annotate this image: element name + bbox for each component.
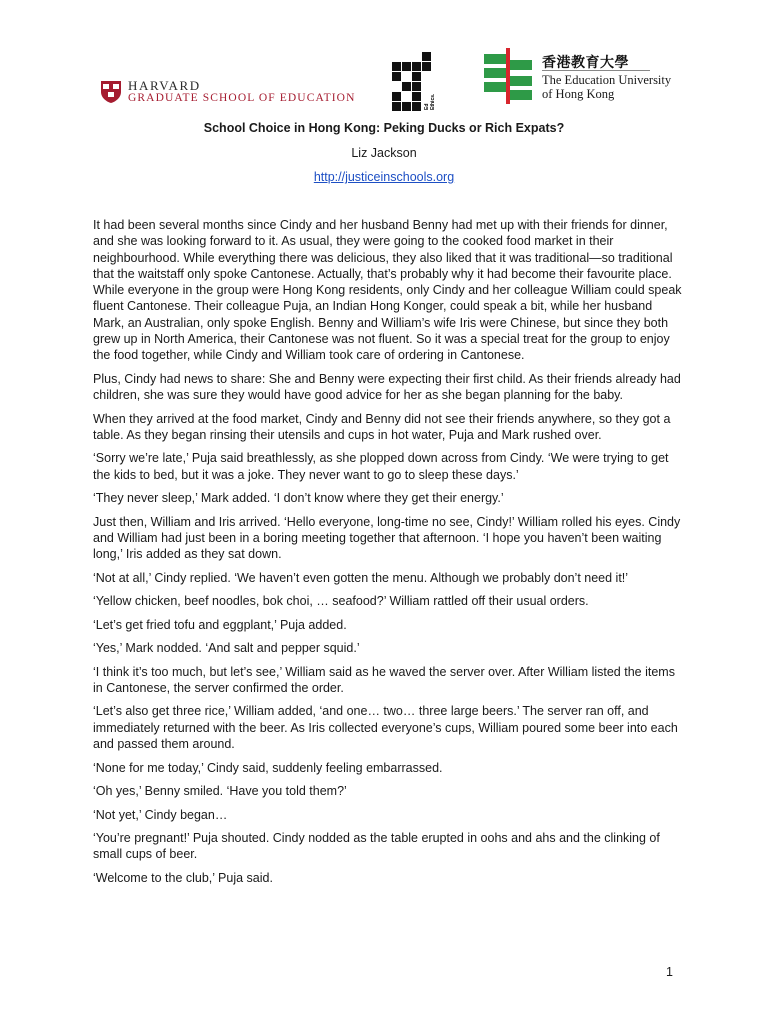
eduhk-chinese-name: 香港教育大學 — [542, 54, 629, 70]
page-number: 1 — [666, 965, 673, 979]
paragraph: ‘I think it’s too much, but let’s see,’ William said as he waved the server over. After William listed the items in Cantonese, the server confirmed the order. — [93, 664, 675, 695]
paragraph: ‘Oh yes,’ Benny smiled. ‘Have you told them?’ — [93, 784, 347, 799]
harvard-wordmark: HARVARD — [128, 78, 201, 93]
paragraph: ‘Sorry we’re late,’ Puja said breathlessly, as she plopped down across from Cindy. ‘We were trying to get the kids to bed, but it was a joke. They never want to go to sleep these days.’ — [93, 451, 669, 482]
website-link-container — [0, 170, 768, 184]
paragraph: ‘You’re pregnant!’ Puja shouted. Cindy nodded as the table erupted in oohs and ahs and the clinking of small cups of beer. — [93, 831, 660, 862]
paragraph: ‘Yes,’ Mark nodded. ‘And salt and pepper squid.’ — [93, 641, 360, 656]
website-link[interactable]: http://justiceinschools.org — [313, 170, 455, 184]
paragraph: When they arrived at the food market, Cindy and Benny did not see their friends anywhere, so they got a table. As they began rinsing their utensils and cups in hot water, Puja and Mark rushed over. — [93, 411, 671, 442]
eduhk-english-name-1: The Education University — [542, 73, 672, 87]
eduhk-divider — [542, 70, 650, 71]
paragraph: ‘Not yet,’ Cindy began… — [93, 807, 228, 822]
paragraph: ‘None for me today,’ Cindy said, suddenly feeling embarrassed. — [93, 760, 443, 775]
harvard-school-name: GRADUATE SCHOOL OF EDUCATION — [128, 92, 356, 104]
paragraph: ‘Yellow chicken, beef noodles, bok choi, … seafood?’ William rattled off their usual orders. — [93, 594, 589, 609]
ed-ethics-grid-icon — [392, 48, 444, 112]
paragraph: Plus, Cindy had news to share: She and Benny were expecting their first child. As their friends already had children, she was sure they would have good advice for her as she began planning for the baby. — [93, 371, 681, 403]
paragraph: ‘Let’s also get three rice,’ William added, ‘and one… two… three large beers.’ The server ran off, and immediately returned with the beer. As Iris collected everyone’s cups, William poured some beer into each and passed them around. — [93, 704, 678, 752]
harvard-shield-icon — [100, 80, 122, 104]
paragraph: ‘Let’s get fried tofu and eggplant,’ Puja added. — [93, 617, 347, 632]
eduhk-english-name-2: of Hong Kong — [542, 87, 615, 101]
ed-ethics-label: Ed Ethics. — [424, 93, 436, 110]
paragraph: ‘Not at all,’ Cindy replied. ‘We haven’t even gotten the menu. Although we probably don’t need it!’ — [93, 570, 629, 585]
eduhk-logo — [484, 48, 684, 108]
paragraph: Just then, William and Iris arrived. ‘Hello everyone, long-time no see, Cindy!’ William rolled his eyes. Cindy and William had just been in a boring meeting together that afternoon. ‘I hope you haven’t been waiting long,’ Iris added as they sat down. — [93, 514, 681, 562]
paragraph: ‘Welcome to the club,’ Puja said. — [93, 870, 273, 885]
ed-ethics-logo — [392, 48, 444, 112]
harvard-gse-logo — [100, 78, 385, 106]
eduhk-emblem-icon — [484, 48, 536, 104]
document-title: School Choice in Hong Kong: Peking Ducks or Rich Expats? — [203, 121, 565, 135]
logo-bar — [0, 44, 768, 114]
document-author: Liz Jackson — [351, 146, 417, 160]
story-body — [93, 217, 683, 893]
paragraph: ‘They never sleep,’ Mark added. ‘I don’t know where they get their energy.’ — [93, 491, 504, 506]
paragraph: It had been several months since Cindy and her husband Benny had met up with their friends for dinner, and she was looking forward to it. As usual, they were going to the cooked food market in their neighbourhood. While everything there was delicious, they also liked that it was traditional—so traditional that the waitstaff only spoke Cantonese. Actually, that’s probably why it had become their favourite place. While everyone in the group were Hong Kong residents, only Cindy and her colleague William could speak fluent Cantonese. Their colleague Puja, an Indian Hong Konger, could speak a bit, while her husband Mark, an Australian, only spoke English. Benny and William’s wife Iris were Chinese, but since they both grew up in North America, their Cantonese was not fluent. So it was a special treat for the group to enjoy the food together, while Cindy and William took care of ordering in Cantonese. — [93, 218, 682, 363]
